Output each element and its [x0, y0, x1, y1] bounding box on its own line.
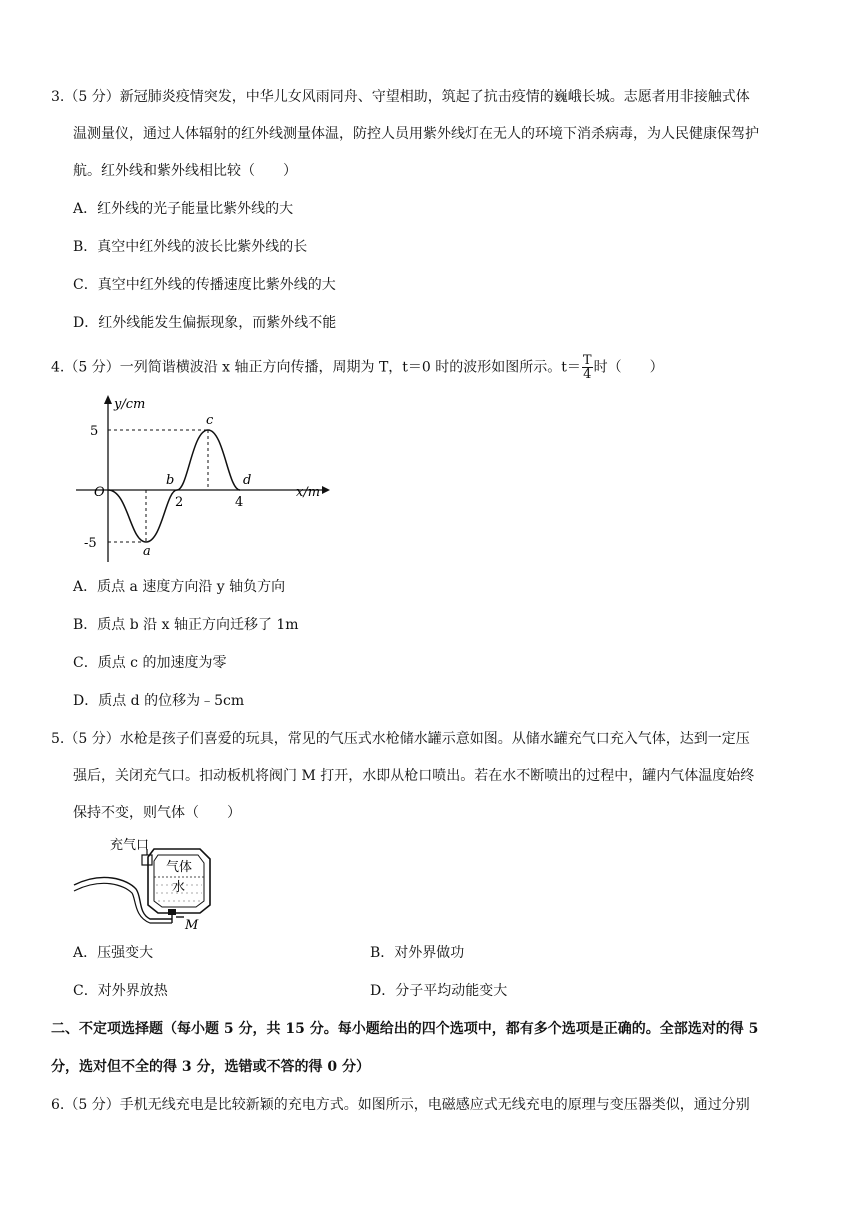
outlet-valve [168, 909, 176, 915]
q4-fraction [582, 354, 593, 381]
x-axis-arrow [322, 486, 330, 494]
q3-stem-line1: 3.（5 分）新冠肺炎疫情突发，中华儿女风雨同舟、守望相助，筑起了抗击疫情的巍峨长城。志愿者用非接触式体 [51, 89, 750, 105]
q5-option-b: B．对外界做功 [370, 945, 465, 961]
q4-option-c: C．质点 c 的加速度为零 [73, 655, 227, 671]
q3-stem-line2: 温测量仪，通过人体辐射的红外线测量体温，防控人员用紫外线灯在无人的环境下消杀病毒，为人民健康保驾护 [73, 126, 759, 142]
q4-wave-graph [70, 392, 340, 564]
q4-frac-num: T [582, 353, 592, 368]
point-c-label: c [206, 413, 214, 428]
gas-label: 气体 [166, 860, 193, 875]
q6-stem-line1: 6.（5 分）手机无线充电是比较新颖的充电方式。如图所示，电磁感应式无线充电的原理与变压器类似，通过分别 [51, 1097, 750, 1113]
q4-stem-after: 时（ ） [593, 359, 664, 376]
origin-label: O [94, 485, 105, 500]
q5-water-gun-figure [72, 835, 242, 935]
point-d-label: d [243, 473, 252, 488]
x-axis-label: x/m [296, 485, 321, 500]
y-axis-arrow [104, 395, 112, 404]
x-tick-2: 2 [175, 495, 184, 510]
point-a-label: a [143, 544, 151, 559]
q5-stem-line1: 5.（5 分）水枪是孩子们喜爱的玩具，常见的气压式水枪储水罐示意如图。从储水罐充气口充入气体，达到一定压 [51, 731, 750, 747]
q3-option-b: B．真空中红外线的波长比紫外线的长 [73, 239, 308, 255]
q4-option-b: B．质点 b 沿 x 轴正方向迁移了 1m [73, 617, 299, 633]
point-b-label: b [166, 473, 175, 488]
q3-option-a: A．红外线的光子能量比紫外线的大 [73, 201, 294, 217]
q4-option-d: D．质点 d 的位移为﹣5cm [73, 693, 245, 709]
q3-option-c: C．真空中红外线的传播速度比紫外线的大 [73, 277, 336, 293]
inlet-label: 充气口 [110, 838, 150, 853]
y-axis-label: y/cm [114, 397, 146, 412]
q5-option-c: C．对外界放热 [73, 983, 168, 999]
water-label: 水 [172, 880, 186, 895]
q4-frac-den: 4 [583, 367, 592, 382]
section2-heading-line2: 分，选对但不全的得 3 分，选错或不答的得 0 分） [51, 1059, 370, 1075]
section2-heading-line1: 二、不定项选择题（每小题 5 分，共 15 分。每小题给出的四个选项中，都有多个选项是正确的。全部选对的得 5 [51, 1021, 759, 1037]
q4-stem [51, 354, 664, 381]
q4-option-a: A．质点 a 速度方向沿 y 轴负方向 [73, 579, 286, 595]
q3-option-d: D．红外线能发生偏振现象，而紫外线不能 [73, 315, 337, 331]
q5-stem-line2: 强后，关闭充气口。扣动板机将阀门 M 打开，水即从枪口喷出。若在水不断喷出的过程中，罐内气体温度始终 [73, 768, 755, 784]
q4-stem-before: 4.（5 分）一列简谐横波沿 x 轴正方向传播，周期为 T，t＝0 时的波形如图所示。t＝ [51, 359, 581, 376]
x-tick-4: 4 [235, 495, 244, 510]
valve-m-label: M [185, 918, 199, 933]
q5-option-a: A．压强变大 [73, 945, 154, 961]
inlet-valve [142, 855, 152, 865]
q5-option-d: D．分子平均动能变大 [370, 983, 508, 999]
y-tick-5: 5 [90, 424, 99, 439]
q3-stem-line3: 航。红外线和紫外线相比较（ ） [73, 163, 297, 179]
y-tick-neg5: -5 [84, 536, 97, 551]
q5-stem-line3: 保持不变，则气体（ ） [73, 805, 241, 821]
